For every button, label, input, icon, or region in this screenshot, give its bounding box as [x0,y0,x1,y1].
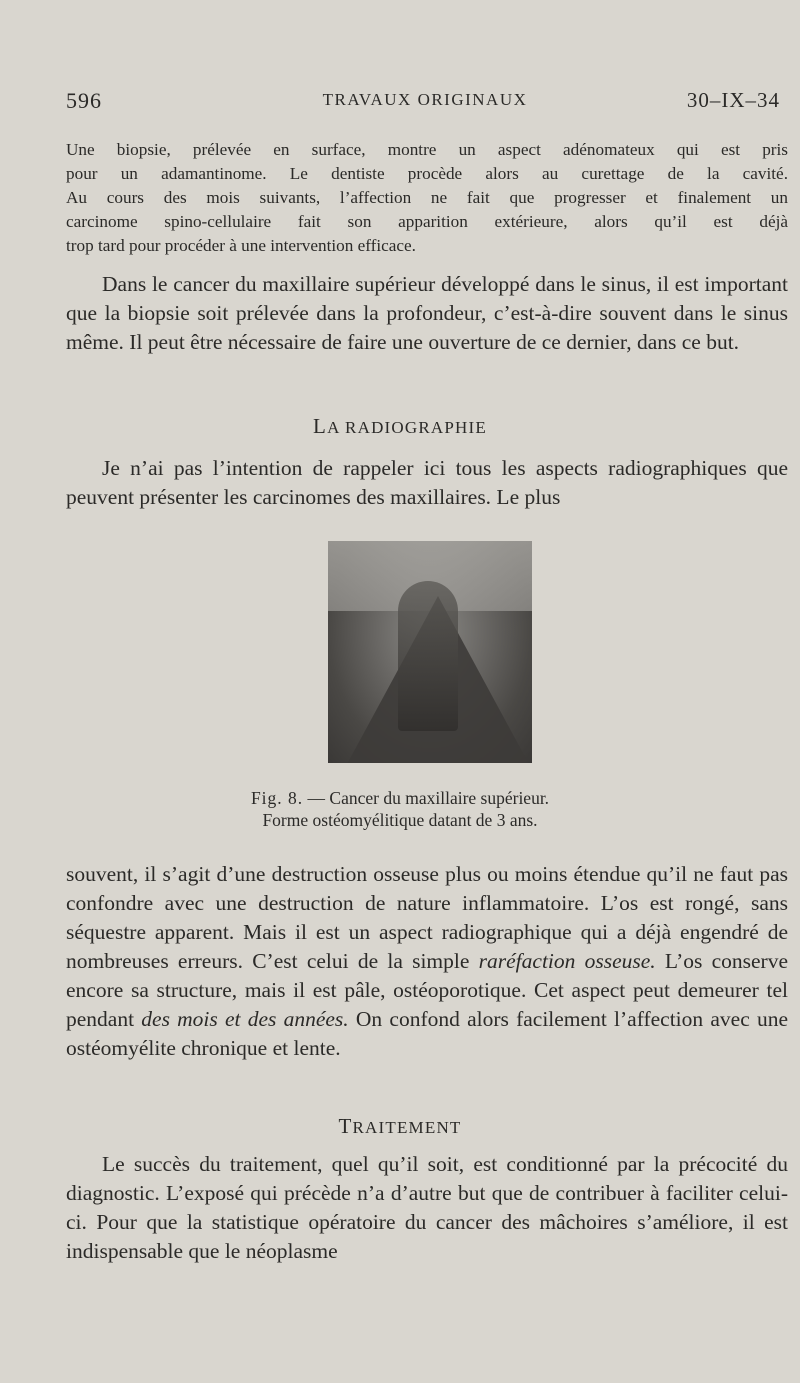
intro-line: Une biopsie, prélevée en surface, montre un aspect adénomateux qui est pris [66,140,788,159]
caption-text-2: Forme ostéomyélitique datant de 3 ans. [262,810,538,830]
section-heading-radiography [0,414,800,439]
intro-line: trop tard pour procéder à une intervention efficace. [66,236,416,255]
biopsy-paragraph-block [66,270,788,357]
treatment-paragraph: Le succès du traitement, quel qu’il soit, est conditionné par la précocité du diagnostic. L’exposé qui précède n’a d’autre but que de contribuer à faciliter celui-ci. Pour que la statistique opératoire du cancer des mâchoires s’améliore, il est indispensable que le néoplasme [66,1152,788,1263]
radiograph-image [328,541,532,763]
section-heading-treatment [0,1114,800,1139]
intro-line: pour un adamantinome. Le dentiste procède alors au curettage de la cavité. [66,164,788,183]
text-segment: On confond alors facilement l’affection avec une ostéomyélite chronique et lente. [66,1007,789,1060]
heading-initial: T [338,1114,353,1138]
figure-label: Fig. 8. [250,788,304,808]
biopsy-paragraph: Dans le cancer du maxillaire supérieur développé dans le sinus, il est important que la biopsie soit prélevée dans la profondeur, c’est-à-dire souvent dans le sinus même. Il peut être nécessaire de faire une ouverture de ce dernier, dans ce but. [66,272,788,354]
radiography-paragraph-start: Je n’ai pas l’intention de rappeler ici tous les aspects radiographiques que peuvent présenter les carcinomes des maxillaires. Le plus [66,456,788,509]
running-title: TRAVAUX ORIGINAUX [322,90,528,109]
radiograph-central-shadow [398,581,458,731]
issue-date: 30–IX–34 [686,88,780,112]
italic-term-rarefaction: raréfaction osseuse. [478,949,656,973]
radiography-continuation-block [66,860,788,1063]
heading-rest: A RADIOGRAPHIE [327,418,487,437]
treatment-paragraph-block [66,1150,788,1266]
figure-caption [0,787,800,831]
text-segment: souvent, il s’agit d’une destruction osseuse plus ou moins étendue qu’il ne faut pas confondre avec une destruction de nature inflammatoire. L’os est rongé, sans séquestre apparent. Mais il est un aspect radiographique qui a déjà engendré de nombreuses erreurs. C’est celui de la simple [66,862,788,973]
page-number: 596 [66,88,102,113]
running-header [66,88,784,116]
heading-rest: RAITEMENT [352,1118,462,1137]
intro-paragraph [66,138,788,258]
heading-initial: L [313,414,328,438]
italic-term-duration: des mois et des années. [141,1007,349,1031]
radiography-paragraph-block [66,454,788,512]
intro-line: Au cours des mois suivants, l’affection ne fait que progresser et finalement un [66,188,788,207]
caption-line-1 [0,787,800,809]
caption-text-1: — Cancer du maxillaire supérieur. [307,788,550,808]
text-segment: L’os conserve encore sa structure, mais il est pâle, ostéoporotique. Cet aspect peut demeurer tel pendant [66,949,788,1031]
intro-line: carcinome spino-cellulaire fait son apparition extérieure, alors qu’il est déjà [66,212,788,231]
radiography-paragraph-continued [66,860,788,1063]
